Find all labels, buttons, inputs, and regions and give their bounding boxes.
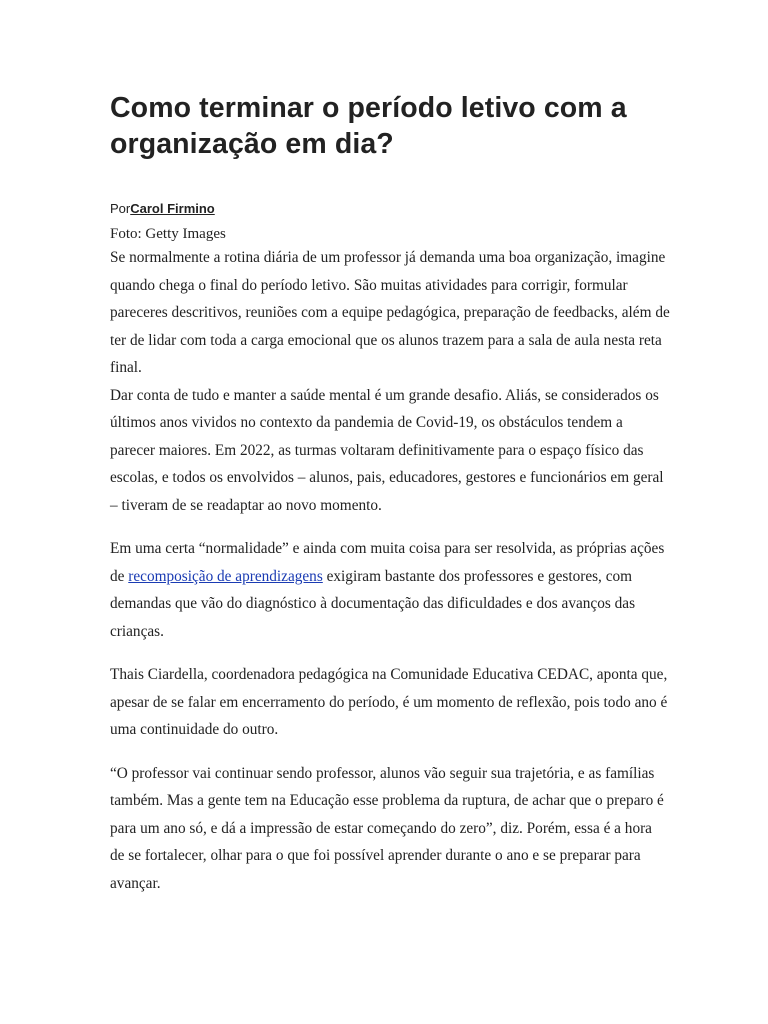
paragraph-1: Se normalmente a rotina diária de um professor já demanda uma boa organização, imagine quando chega o final do período letivo. São muitas atividades para corrigir, formular pareceres descritivos, reuniões com a equipe pedagógica, preparação de feedbacks, além de ter de lidar com toda a carga emocional que os alunos trazem para a sala de aula nesta reta final.: [110, 249, 670, 376]
recomposicao-link[interactable]: recomposição de aprendizagens: [128, 567, 323, 585]
author-link[interactable]: Carol Firmino: [130, 201, 215, 216]
paragraph-3-text-a: Em uma certa “normalidade” e ainda com muita coisa para ser resolvida, as próprias ações de: [110, 540, 665, 585]
byline-prefix: Por: [110, 201, 131, 216]
paragraph-4: Thais Ciardella, coordenadora pedagógica na Comunidade Educativa CEDAC, aponta que, apesar de se falar em encerramento do período, é um momento de reflexão, pois todo ano é uma continuidade do outro.: [110, 666, 668, 738]
paragraph-3: [110, 535, 670, 645]
byline: [110, 200, 670, 218]
paragraph-2: Dar conta de tudo e manter a saúde mental é um grande desafio. Aliás, se considerados os últimos anos vividos no contexto da pandemia de Covid-19, os obstáculos tendem a parecer maiores. Em 2022, as turmas voltaram definitivamente para o espaço físico das escolas, e todos os envolvidos – alunos, pais, educadores, gestores e funcionários em geral – tiveram de se readaptar ao novo momento.: [110, 386, 664, 514]
photo-credit: Foto: Getty Images: [110, 226, 226, 242]
paragraph-3-text-b: exigiram bastante dos professores e gestores, com demandas que vão do diagnóstico à documentação das dificuldades e dos avanços das crianças.: [110, 567, 636, 640]
article: [110, 0, 670, 897]
paragraph-5: “O professor vai continuar sendo professor, alunos vão seguir sua trajetória, e as famílias também. Mas a gente tem na Educação esse problema da ruptura, de achar que o preparo é para um ano só, e dá a impressão de estar começando do zero”, diz. Porém, essa é a hora de se fortalecer, olhar para o que foi possível aprender durante o ano e se preparar para avançar.: [110, 764, 664, 892]
article-title: Como terminar o período letivo com a organização em dia?: [110, 92, 627, 160]
